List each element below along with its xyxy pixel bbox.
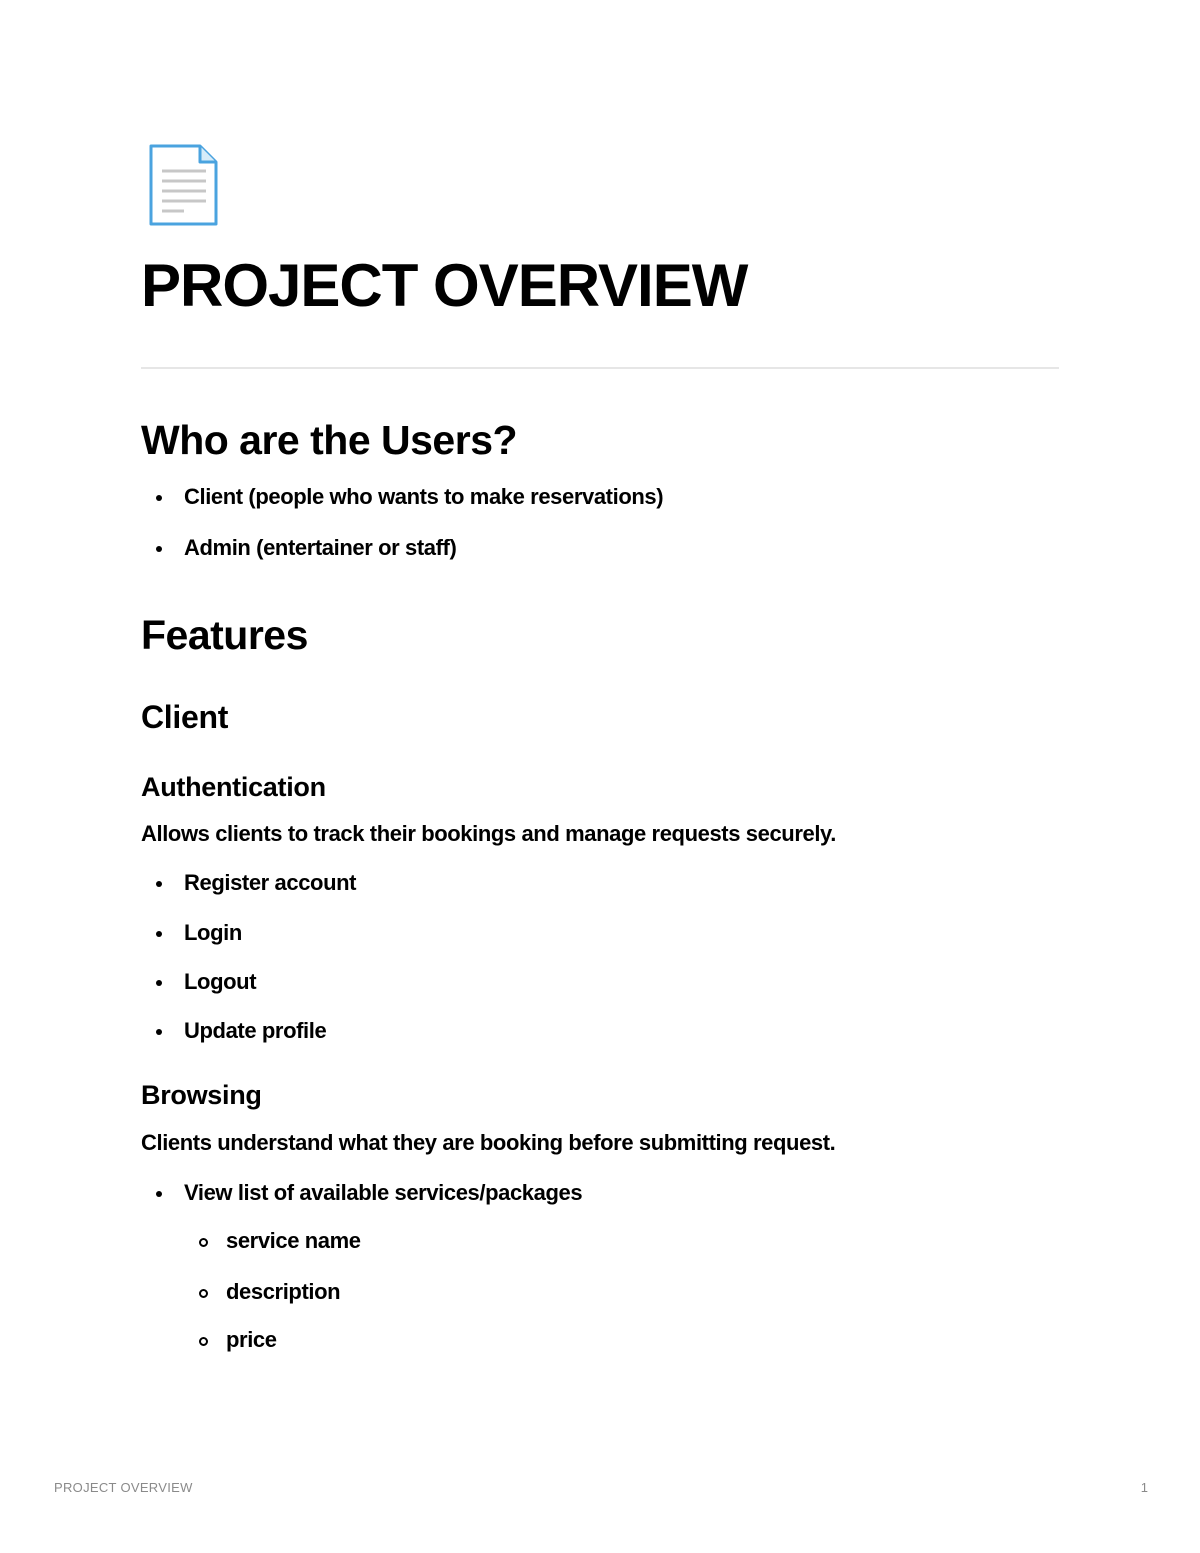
bullet-icon	[156, 931, 162, 937]
sub-list-item-label: description	[226, 1279, 341, 1304]
hollow-bullet-icon	[199, 1238, 208, 1247]
list-item	[184, 482, 663, 512]
bullet-icon	[156, 495, 162, 501]
hollow-bullet-icon	[199, 1289, 208, 1298]
hollow-bullet-icon	[199, 1337, 208, 1346]
document-page-icon	[148, 143, 220, 227]
page-title: PROJECT OVERVIEW	[141, 252, 748, 319]
browsing-heading: Browsing	[141, 1080, 262, 1110]
users-heading: Who are the Users?	[141, 417, 518, 463]
list-item-label: View list of available services/packages	[184, 1180, 583, 1205]
bullet-icon	[156, 1191, 162, 1197]
list-item	[184, 533, 456, 563]
list-item-label: Login	[184, 920, 242, 945]
list-item	[184, 1016, 326, 1046]
list-item-label: Logout	[184, 969, 257, 994]
list-item-label: Register account	[184, 870, 357, 895]
authentication-description: Allows clients to track their bookings and manage requests securely.	[141, 821, 836, 846]
footer-document-title: PROJECT OVERVIEW	[54, 1480, 193, 1495]
client-heading: Client	[141, 699, 229, 735]
list-item-label: Client (people who wants to make reservations)	[184, 484, 664, 509]
bullet-icon	[156, 881, 162, 887]
authentication-heading: Authentication	[141, 772, 326, 802]
sub-list-item-label: price	[226, 1327, 277, 1352]
footer-page-number: 1	[1140, 1480, 1148, 1495]
sub-list-item-label: service name	[226, 1228, 361, 1253]
bullet-icon	[156, 1029, 162, 1035]
list-item	[184, 967, 256, 997]
browsing-description: Clients understand what they are booking before submitting request.	[141, 1130, 836, 1155]
list-item-label: Update profile	[184, 1018, 327, 1043]
list-item	[184, 918, 242, 948]
list-item	[184, 868, 356, 898]
features-heading: Features	[141, 612, 308, 658]
bullet-icon	[156, 980, 162, 986]
bullet-icon	[156, 546, 162, 552]
list-item-label: Admin (entertainer or staff)	[184, 535, 457, 560]
title-divider	[141, 367, 1059, 369]
list-item	[184, 1178, 582, 1208]
sub-list-item	[226, 1325, 277, 1355]
sub-list-item	[226, 1277, 340, 1307]
sub-list-item	[226, 1226, 361, 1256]
